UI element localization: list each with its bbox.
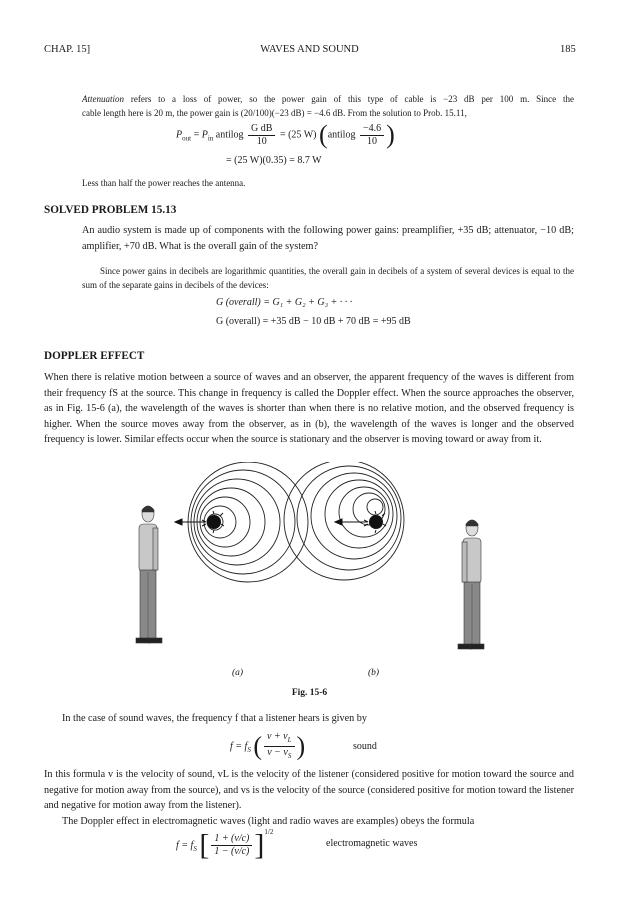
solved-problem-heading: SOLVED PROBLEM 15.13	[44, 204, 177, 216]
intro-conclusion: Less than half the power reaches the antenna.	[82, 178, 246, 188]
observer-b	[458, 520, 484, 649]
power-out-equation: $P_{out} = P_{in}$ antilog $\frac{\text{G dB}}{10}$ = (25 W) (antilog $\frac{-4.6}{10}$ )	[176, 120, 395, 149]
sound-doppler-formula: $f = f_S$ ( $\frac{v + v_L}{v - v_S}$ )	[230, 731, 306, 761]
overall-gain-result: G (overall) = +35 dB − 10 dB + 70 dB = +95 dB	[216, 316, 411, 327]
problem-statement: An audio system is made up of components with the following power gains: preamplifier, +35 dB; attenuator, −10 dB; amplifier, +70 dB. What is the overall gain of the system?	[82, 225, 574, 252]
intro-line1: refers to a loss of power, so the power gain of this type of cable is −23 dB per 100 m. Since the	[130, 94, 574, 104]
intro-paragraph	[82, 92, 574, 120]
solution-text: Since power gains in decibels are logarithmic quantities, the overall gain in decibels of a system of several devices is equal to the sum of the separate gains in decibels of the devices:	[82, 266, 574, 290]
intro-line2: cable length here is 20 m, the power gain is (20/100)(−23 dB) = −4.6 dB. From the solution to Prob. 15.11,	[82, 108, 467, 118]
running-header-title: WAVES AND SOUND	[260, 44, 359, 55]
attenuation-term: Attenuation	[82, 94, 124, 104]
em-doppler-formula: $f = f_S$ [ $\frac{1 + (v/c)}{1 - (v/c)}$ ]$^{1/2}$	[176, 828, 274, 862]
wavefronts-b	[284, 462, 404, 580]
em-intro: The Doppler effect in electromagnetic waves (light and radio waves are examples) obeys the formula	[62, 816, 475, 827]
doppler-figure	[120, 462, 510, 662]
sound-label: sound	[353, 741, 377, 752]
sound-intro: In the case of sound waves, the frequency f that a listener hears is given by	[62, 713, 367, 724]
power-out-result: = (25 W)(0.35) = 8.7 W	[226, 155, 322, 166]
doppler-heading: DOPPLER EFFECT	[44, 350, 145, 362]
overall-gain-formula: G (overall) = G₁ + G₂ + G₃ + · · ·	[216, 297, 353, 308]
page-number: 185	[560, 44, 576, 55]
em-label: electromagnetic waves	[326, 838, 418, 849]
formula-explanation: In this formula v is the velocity of sound, vL is the velocity of the listener (considered positive for motion toward the source and negative for motion away from the source), and vs is the velocity of the source (considered positive for motion toward the listener and negative for motion away from the listener).	[44, 769, 574, 811]
source-b	[364, 511, 386, 533]
observer-a	[136, 506, 162, 643]
panel-b-label: (b)	[368, 668, 380, 678]
doppler-paragraph: When there is relative motion between a source of waves and an observer, the apparent frequency of the waves is different from their frequency fS at the source. This change in frequency is called the Doppler effect. When the source approaches the observer, as in Fig. 15-6 (a), the wavelength of the waves is shorter than when there is no relative motion, and the observed frequency is higher. When the source moves away from the observer, as in (b), the wavelength of the waves is longer and the observed frequency is lower. Similar effects occur when the source is stationary and the observer is moving toward or away from it.	[44, 372, 574, 445]
panel-a-label: (a)	[232, 668, 244, 678]
figure-caption: Fig. 15-6	[291, 688, 328, 698]
running-header-chapter: CHAP. 15]	[44, 44, 91, 55]
velocity-arrow-b	[335, 519, 367, 525]
